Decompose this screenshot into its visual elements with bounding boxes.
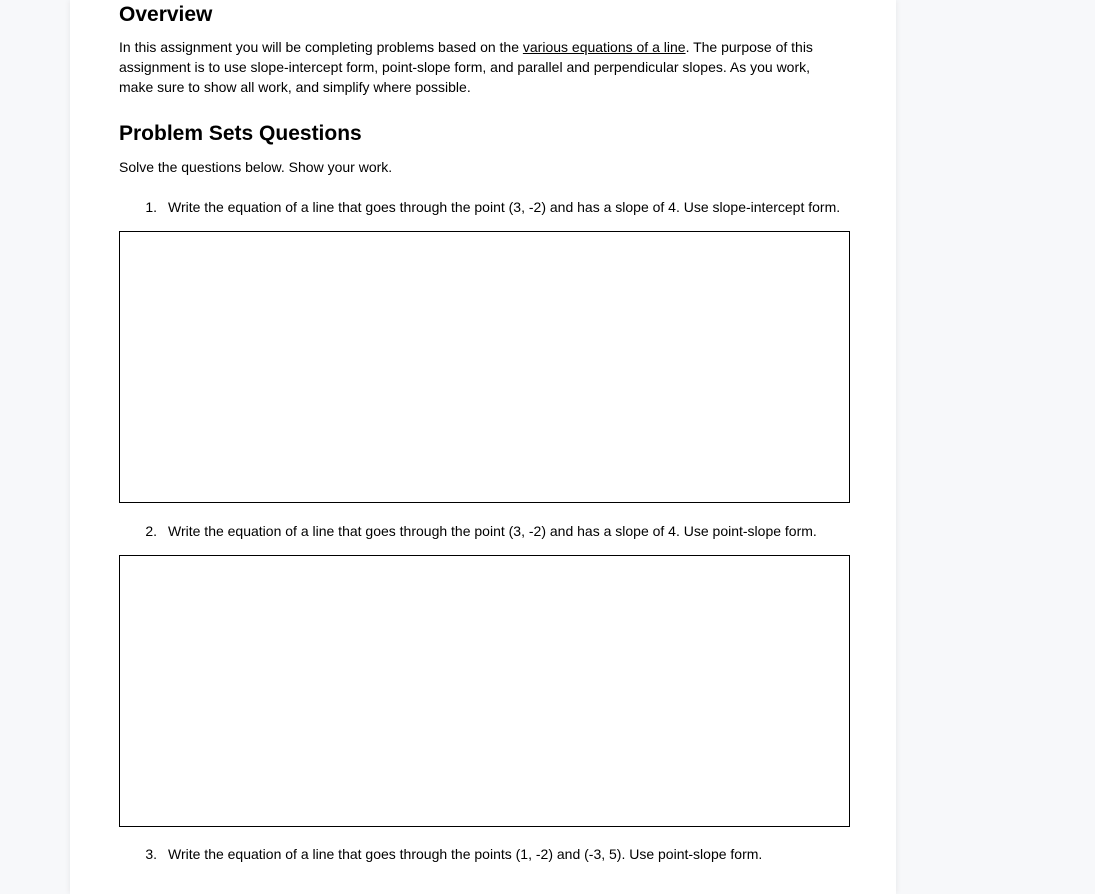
overview-heading: Overview xyxy=(119,3,213,26)
document-page xyxy=(70,0,896,894)
instructions-text: Solve the questions below. Show your work. xyxy=(119,159,393,175)
question-3 xyxy=(141,846,851,862)
question-3-number: 3. xyxy=(145,846,157,862)
question-1 xyxy=(141,199,851,215)
answer-box-1[interactable] xyxy=(119,231,850,503)
overview-text-before: In this assignment you will be completing problems based on the xyxy=(119,39,523,55)
overview-paragraph xyxy=(119,37,839,97)
question-3-text: Write the equation of a line that goes through the points (1, -2) and (-3, 5). Use point-slope form. xyxy=(168,846,763,862)
question-2 xyxy=(141,523,851,539)
question-2-text: Write the equation of a line that goes through the point (3, -2) and has a slope of 4. Use point-slope form. xyxy=(168,523,817,539)
question-1-number: 1. xyxy=(145,199,157,215)
answer-box-2[interactable] xyxy=(119,555,850,827)
problem-sets-heading: Problem Sets Questions xyxy=(119,122,362,145)
question-1-text: Write the equation of a line that goes through the point (3, -2) and has a slope of 4. Use slope-intercept form. xyxy=(168,199,841,215)
question-2-number: 2. xyxy=(145,523,157,539)
overview-text-after: . The purpose of this assignment is to use slope-intercept form, point-slope form, and parallel and perpendicular slopes. As you work, make sure to show all work, and simplify where possible. xyxy=(119,39,813,95)
equations-of-a-line-link[interactable]: various equations of a line xyxy=(522,39,686,55)
